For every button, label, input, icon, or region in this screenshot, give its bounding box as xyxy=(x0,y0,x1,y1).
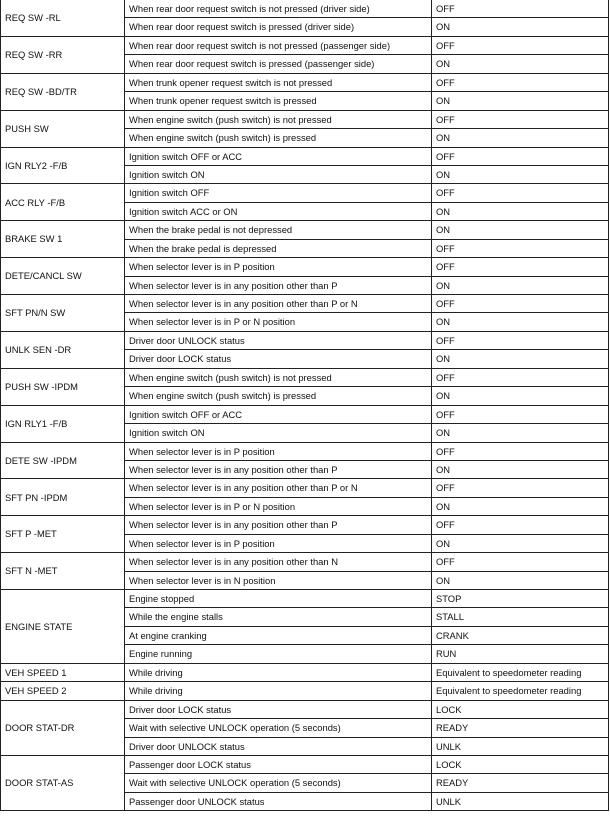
table-row xyxy=(1,663,609,681)
value-status-cell: ON xyxy=(432,460,609,478)
value-status-cell: OFF xyxy=(432,73,609,91)
monitor-item-name: BRAKE SW 1 xyxy=(1,221,125,258)
monitor-item-name: SFT PN/N SW xyxy=(1,295,125,332)
condition-cell: When trunk opener request switch is pressed xyxy=(125,92,432,110)
condition-cell: When selector lever is in any position other than P xyxy=(125,276,432,294)
table-row xyxy=(1,682,609,700)
condition-cell: When selector lever is in N position xyxy=(125,571,432,589)
monitor-item-name: UNLK SEN -DR xyxy=(1,331,125,368)
value-status-cell: OFF xyxy=(432,110,609,128)
value-status-cell: ON xyxy=(432,571,609,589)
value-status-cell: ON xyxy=(432,92,609,110)
condition-cell: While driving xyxy=(125,663,432,681)
condition-cell: Wait with selective UNLOCK operation (5 seconds) xyxy=(125,774,432,792)
condition-cell: When selector lever is in any position other than N xyxy=(125,553,432,571)
condition-cell: When selector lever is in P position xyxy=(125,534,432,552)
table-row xyxy=(1,331,609,349)
condition-cell: When selector lever is in P or N position xyxy=(125,497,432,515)
condition-cell: When engine switch (push switch) is not pressed xyxy=(125,368,432,386)
table-row xyxy=(1,0,609,18)
condition-cell: At engine cranking xyxy=(125,626,432,644)
condition-cell: Driver door UNLOCK status xyxy=(125,331,432,349)
table-row xyxy=(1,368,609,386)
table-row xyxy=(1,442,609,460)
value-status-cell: READY xyxy=(432,719,609,737)
value-status-cell: OFF xyxy=(432,0,609,18)
condition-cell: While driving xyxy=(125,682,432,700)
value-status-cell: ON xyxy=(432,18,609,36)
condition-cell: When engine switch (push switch) is not pressed xyxy=(125,110,432,128)
condition-cell: When rear door request switch is not pressed (passenger side) xyxy=(125,36,432,54)
table-row xyxy=(1,479,609,497)
value-status-cell: ON xyxy=(432,129,609,147)
value-status-cell: OFF xyxy=(432,368,609,386)
condition-cell: Engine running xyxy=(125,645,432,663)
condition-cell: When rear door request switch is pressed (passenger side) xyxy=(125,55,432,73)
condition-cell: When engine switch (push switch) is pressed xyxy=(125,129,432,147)
value-status-cell: STOP xyxy=(432,590,609,608)
value-status-cell: OFF xyxy=(432,479,609,497)
condition-cell: When engine switch (push switch) is pressed xyxy=(125,387,432,405)
table-row xyxy=(1,110,609,128)
table-body xyxy=(1,0,609,811)
value-status-cell: OFF xyxy=(432,331,609,349)
condition-cell: Ignition switch OFF or ACC xyxy=(125,405,432,423)
value-status-cell: OFF xyxy=(432,36,609,54)
condition-cell: When selector lever is in P position xyxy=(125,442,432,460)
condition-cell: Driver door UNLOCK status xyxy=(125,737,432,755)
condition-cell: When selector lever is in any position other than P xyxy=(125,460,432,478)
value-status-cell: ON xyxy=(432,221,609,239)
table-row xyxy=(1,258,609,276)
value-status-cell: CRANK xyxy=(432,626,609,644)
condition-cell: When selector lever is in any position other than P xyxy=(125,516,432,534)
table-row xyxy=(1,221,609,239)
monitor-item-name: IGN RLY1 -F/B xyxy=(1,405,125,442)
monitor-item-name: SFT P -MET xyxy=(1,516,125,553)
condition-cell: Ignition switch ACC or ON xyxy=(125,202,432,220)
monitor-item-name: VEH SPEED 2 xyxy=(1,682,125,700)
table-row xyxy=(1,147,609,165)
value-status-cell: UNLK xyxy=(432,792,609,810)
value-status-cell: LOCK xyxy=(432,755,609,773)
value-status-cell: Equivalent to speedometer reading xyxy=(432,663,609,681)
value-status-cell: ON xyxy=(432,534,609,552)
monitor-item-name: DETE/CANCL SW xyxy=(1,258,125,295)
value-status-cell: OFF xyxy=(432,239,609,257)
condition-cell: When trunk opener request switch is not pressed xyxy=(125,73,432,91)
value-status-cell: ON xyxy=(432,276,609,294)
monitor-item-name: SFT PN -IPDM xyxy=(1,479,125,516)
monitor-item-name: REQ SW -BD/TR xyxy=(1,73,125,110)
condition-cell: When the brake pedal is not depressed xyxy=(125,221,432,239)
condition-cell: Ignition switch OFF xyxy=(125,184,432,202)
table-row xyxy=(1,590,609,608)
monitor-item-name: ENGINE STATE xyxy=(1,590,125,664)
condition-cell: When rear door request switch is not pressed (driver side) xyxy=(125,0,432,18)
value-status-cell: OFF xyxy=(432,147,609,165)
value-status-cell: OFF xyxy=(432,258,609,276)
table-row xyxy=(1,553,609,571)
monitor-item-name: DOOR STAT-AS xyxy=(1,755,125,810)
condition-cell: When selector lever is in any position other than P or N xyxy=(125,295,432,313)
condition-cell: Engine stopped xyxy=(125,590,432,608)
monitor-item-name: IGN RLY2 -F/B xyxy=(1,147,125,184)
value-status-cell: OFF xyxy=(432,442,609,460)
condition-cell: Driver door LOCK status xyxy=(125,350,432,368)
condition-cell: Passenger door UNLOCK status xyxy=(125,792,432,810)
value-status-cell: UNLK xyxy=(432,737,609,755)
value-status-cell: ON xyxy=(432,165,609,183)
condition-cell: Wait with selective UNLOCK operation (5 seconds) xyxy=(125,719,432,737)
condition-cell: Passenger door LOCK status xyxy=(125,755,432,773)
monitor-item-name: VEH SPEED 1 xyxy=(1,663,125,681)
value-status-cell: ON xyxy=(432,350,609,368)
table-row xyxy=(1,755,609,773)
value-status-cell: OFF xyxy=(432,184,609,202)
monitor-item-name: DOOR STAT-DR xyxy=(1,700,125,755)
condition-cell: When rear door request switch is pressed (driver side) xyxy=(125,18,432,36)
value-status-cell: LOCK xyxy=(432,700,609,718)
table-row xyxy=(1,295,609,313)
value-status-cell: ON xyxy=(432,55,609,73)
condition-cell: Ignition switch OFF or ACC xyxy=(125,147,432,165)
value-status-cell: Equivalent to speedometer reading xyxy=(432,682,609,700)
value-status-cell: STALL xyxy=(432,608,609,626)
condition-cell: When selector lever is in P or N position xyxy=(125,313,432,331)
table-row xyxy=(1,36,609,54)
condition-cell: When selector lever is in P position xyxy=(125,258,432,276)
condition-cell: Ignition switch ON xyxy=(125,165,432,183)
table-row xyxy=(1,73,609,91)
table-row xyxy=(1,405,609,423)
condition-cell: When selector lever is in any position other than P or N xyxy=(125,479,432,497)
monitor-item-name: SFT N -MET xyxy=(1,553,125,590)
monitor-item-name: PUSH SW -IPDM xyxy=(1,368,125,405)
monitor-item-name: REQ SW -RR xyxy=(1,36,125,73)
value-status-cell: ON xyxy=(432,387,609,405)
monitor-item-name: REQ SW -RL xyxy=(1,0,125,36)
table-row xyxy=(1,700,609,718)
condition-cell: When the brake pedal is depressed xyxy=(125,239,432,257)
value-status-cell: OFF xyxy=(432,295,609,313)
value-status-cell: ON xyxy=(432,202,609,220)
table-row xyxy=(1,184,609,202)
table-row xyxy=(1,516,609,534)
value-status-cell: OFF xyxy=(432,516,609,534)
monitor-item-name: DETE SW -IPDM xyxy=(1,442,125,479)
condition-cell: While the engine stalls xyxy=(125,608,432,626)
condition-cell: Driver door LOCK status xyxy=(125,700,432,718)
condition-cell: Ignition switch ON xyxy=(125,424,432,442)
monitor-item-name: ACC RLY -F/B xyxy=(1,184,125,221)
value-status-cell: READY xyxy=(432,774,609,792)
value-status-cell: ON xyxy=(432,497,609,515)
value-status-cell: ON xyxy=(432,424,609,442)
value-status-cell: OFF xyxy=(432,553,609,571)
value-status-cell: OFF xyxy=(432,405,609,423)
value-status-cell: RUN xyxy=(432,645,609,663)
value-status-cell: ON xyxy=(432,313,609,331)
monitor-item-name: PUSH SW xyxy=(1,110,125,147)
